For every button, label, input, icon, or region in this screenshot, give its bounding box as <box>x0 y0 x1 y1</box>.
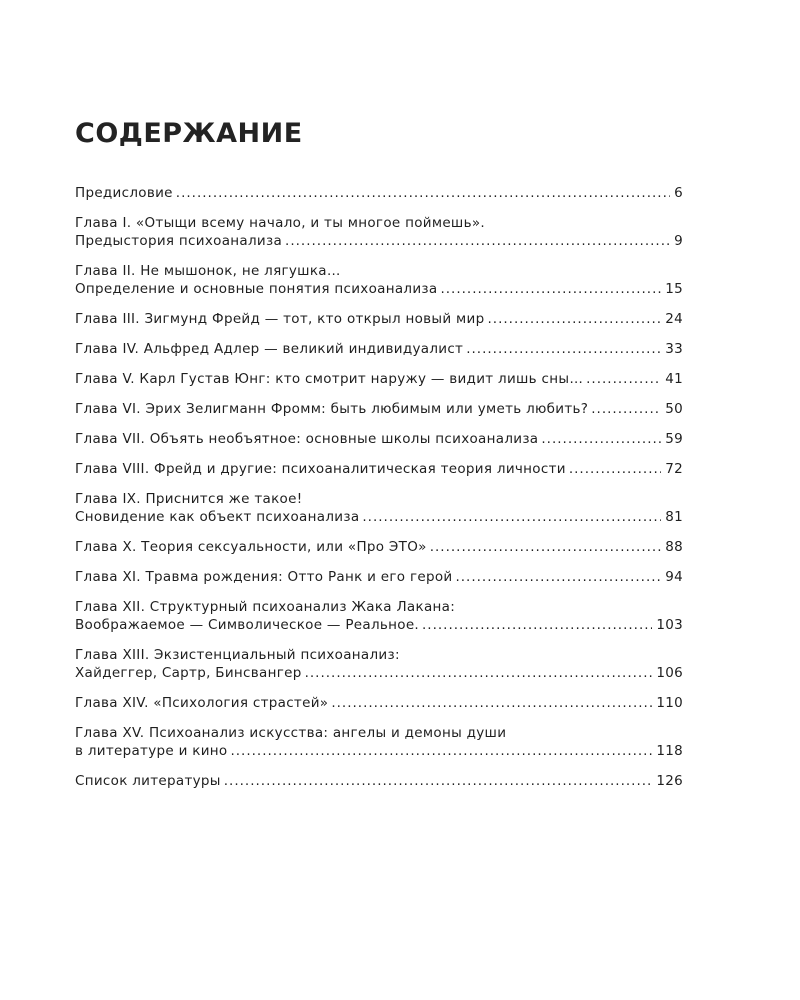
toc-entry-text: Предисловие <box>75 185 173 201</box>
toc-entry <box>75 214 683 250</box>
toc-entry <box>75 310 683 328</box>
page-number: 118 <box>656 743 683 759</box>
page-number: 94 <box>665 569 683 585</box>
toc-entry <box>75 430 683 448</box>
toc-entry-line <box>75 460 683 478</box>
toc-entry-text: Глава X. Теория сексуальности, или «Про ЭТО» <box>75 539 427 555</box>
page-number: 24 <box>665 311 683 327</box>
toc-entry <box>75 646 683 682</box>
toc-entry-text: Глава VI. Эрих Зелигманн Фромм: быть любимым или уметь любить? <box>75 401 589 417</box>
toc-entry-line <box>75 184 683 202</box>
page-number: 106 <box>656 665 683 681</box>
toc-entry-line <box>75 370 683 388</box>
dot-leader <box>230 742 652 760</box>
toc-entry-text: Глава VII. Объять необъятное: основные школы психоанализа <box>75 431 539 447</box>
toc-entry-text: Глава XIV. «Психология страстей» <box>75 695 329 711</box>
page-number: 15 <box>665 281 683 297</box>
dot-leader <box>487 310 661 328</box>
toc-entry-text: Глава I. «Отыщи всему начало, и ты многое поймешь». <box>75 215 485 231</box>
page-number: 59 <box>665 431 683 447</box>
toc-entry-text: Глава IX. Приснится же такое! <box>75 491 303 507</box>
dot-leader <box>466 340 661 358</box>
toc-entry-text: Глава XII. Структурный психоанализ Жака Лакана: <box>75 599 456 615</box>
page-number: 50 <box>665 401 683 417</box>
page-number: 72 <box>665 461 683 477</box>
toc-entry <box>75 262 683 298</box>
toc-entry-text: Глава IV. Альфред Адлер — великий индивидуалист <box>75 341 464 357</box>
toc-entry <box>75 772 683 790</box>
toc-entry-line <box>75 232 683 250</box>
dot-leader <box>541 430 661 448</box>
toc-entry-line <box>75 664 683 682</box>
toc-entry-line <box>75 538 683 556</box>
dot-leader <box>362 508 661 526</box>
dot-leader <box>591 400 661 418</box>
page-number: 9 <box>674 233 683 249</box>
toc-entry-text: Глава XIII. Экзистенциальный психоанализ: <box>75 647 400 663</box>
dot-leader <box>569 460 661 478</box>
toc-entry-line <box>75 310 683 328</box>
toc-entry-text: Глава XI. Травма рождения: Отто Ранк и его герой <box>75 569 453 585</box>
page-number: 103 <box>656 617 683 633</box>
page-number: 110 <box>656 695 683 711</box>
page-number: 33 <box>665 341 683 357</box>
dot-leader <box>305 664 653 682</box>
toc-entry <box>75 568 683 586</box>
toc-entry-text: Предыстория психоанализа <box>75 233 283 249</box>
page-number: 81 <box>665 509 683 525</box>
dot-leader <box>176 184 670 202</box>
toc-entry <box>75 694 683 712</box>
toc-entry-text: Сновидение как объект психоанализа <box>75 509 360 525</box>
page-title: СОДЕРЖАНИЕ <box>75 118 303 149</box>
toc-entry-text: Глава V. Карл Густав Юнг: кто смотрит наружу — видит лишь сны… <box>75 371 584 387</box>
table-of-contents <box>75 184 683 802</box>
toc-entry <box>75 184 683 202</box>
dot-leader <box>224 772 653 790</box>
page-number: 41 <box>665 371 683 387</box>
toc-entry <box>75 400 683 418</box>
page-number: 6 <box>674 185 683 201</box>
toc-entry-line <box>75 508 683 526</box>
dot-leader <box>285 232 670 250</box>
toc-entry-line <box>75 742 683 760</box>
toc-entry-line <box>75 772 683 790</box>
toc-entry-line <box>75 340 683 358</box>
toc-entry <box>75 460 683 478</box>
toc-entry <box>75 598 683 634</box>
toc-entry-line <box>75 616 683 634</box>
toc-entry-text: Глава VIII. Фрейд и другие: психоаналитическая теория личности <box>75 461 566 477</box>
dot-leader <box>586 370 661 388</box>
dot-leader <box>440 280 661 298</box>
toc-entry <box>75 538 683 556</box>
dot-leader <box>331 694 652 712</box>
toc-entry-line <box>75 280 683 298</box>
toc-entry-text: Глава XV. Психоанализ искусства: ангелы и демоны души <box>75 725 507 741</box>
toc-entry-text: Глава III. Зигмунд Фрейд — тот, кто открыл новый мир <box>75 311 485 327</box>
dot-leader <box>422 616 652 634</box>
toc-entry-line <box>75 400 683 418</box>
toc-entry-text: Определение и основные понятия психоанализа <box>75 281 438 297</box>
toc-entry-text: Глава II. Не мышонок, не лягушка… <box>75 263 341 279</box>
toc-entry-line <box>75 694 683 712</box>
toc-entry <box>75 370 683 388</box>
toc-entry-text: Список литературы <box>75 773 221 789</box>
page-number: 126 <box>656 773 683 789</box>
dot-leader <box>430 538 662 556</box>
toc-entry <box>75 340 683 358</box>
dot-leader <box>455 568 661 586</box>
page-number: 88 <box>665 539 683 555</box>
toc-entry-text: в литературе и кино <box>75 743 228 759</box>
toc-entry-line <box>75 430 683 448</box>
toc-entry <box>75 490 683 526</box>
toc-entry <box>75 724 683 760</box>
toc-entry-text: Хайдеггер, Сартр, Бинсвангер <box>75 665 302 681</box>
toc-entry-text: Воображаемое — Символическое — Реальное. <box>75 617 420 633</box>
toc-entry-line <box>75 568 683 586</box>
